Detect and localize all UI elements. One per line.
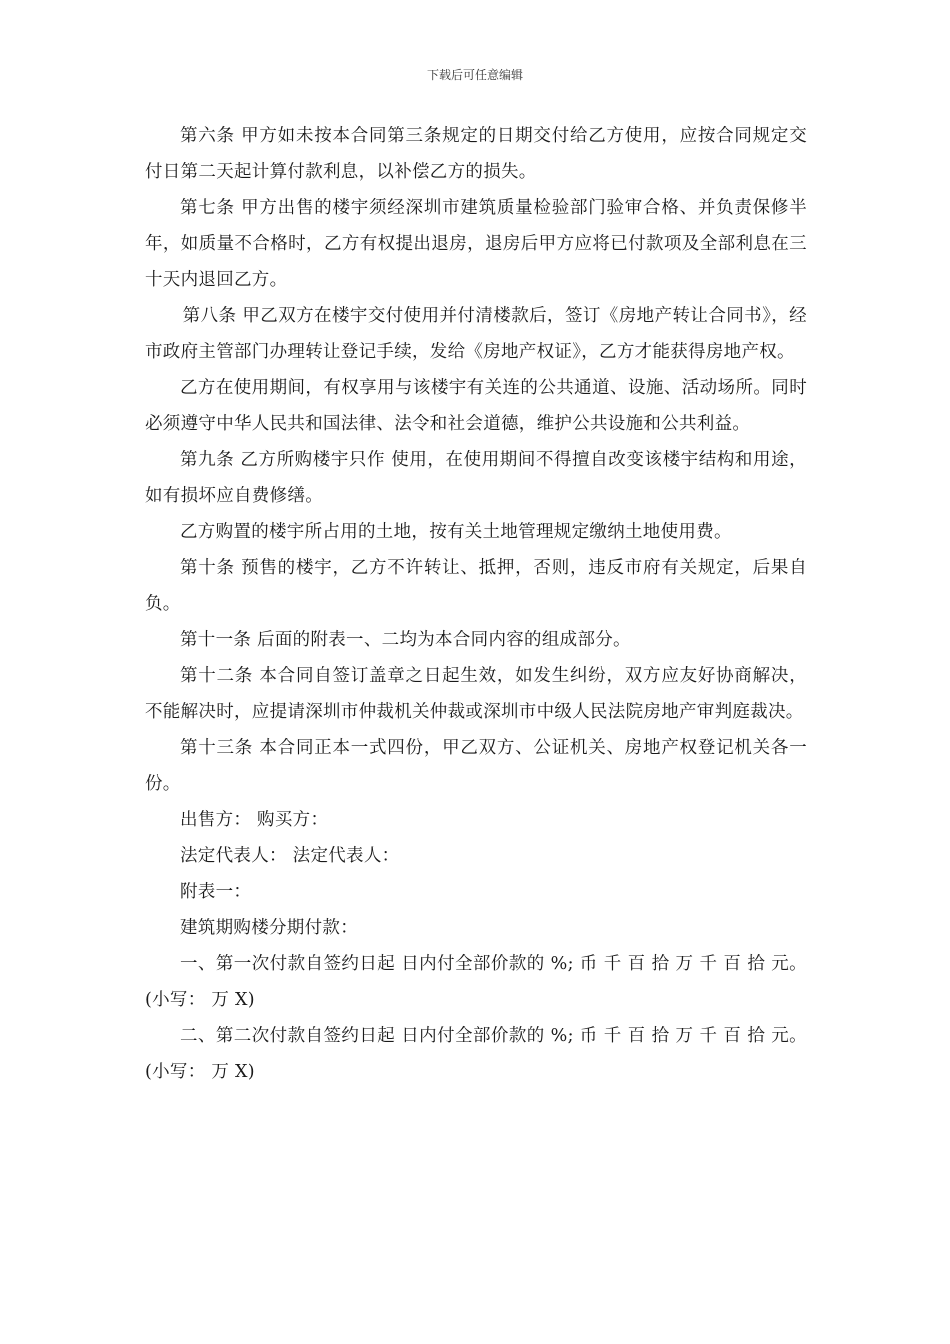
clause-13: 第十三条 本合同正本一式四份，甲乙双方、公证机关、房地产权登记机关各一份。 [145,738,807,794]
clause-6: 第六条 甲方如未按本合同第三条规定的日期交付给乙方使用，应按合同规定交付日第二天起计算付款利息，以补偿乙方的损失。 [145,126,807,182]
page-header-note: 下载后可任意编辑 [426,68,523,82]
legal-representatives: 法定代表人： 法定代表人： [180,846,400,866]
clause-9-land-fee: 乙方购置的楼宇所占用的土地，按有关土地管理规定缴纳土地使用费。 [180,522,732,542]
clause-10: 第十条 预售的楼宇，乙方不许转让、抵押，否则，违反市府有关规定，后果自负。 [145,558,807,614]
clause-9: 第九条 乙方所购楼宇只作 使用，在使用期间不得擅自改变该楼宇结构和用途，如有损坏应自费修缮。 [145,450,807,506]
payment-1: 一、第一次付款自签约日起 日内付全部价款的 %; 币 千 百 拾 万 千 百 拾 元。(小写： 万 X) [145,954,807,1010]
clause-12: 第十二条 本合同自签订盖章之日起生效，如发生纠纷，双方应友好协商解决，不能解决时，应提请深圳市仲裁机关仲裁或深圳市中级人民法院房地产审判庭裁决。 [145,666,807,722]
payment-2: 二、第二次付款自签约日起 日内付全部价款的 %; 币 千 百 拾 万 千 百 拾 元。(小写： 万 X) [145,1026,807,1082]
clause-7: 第七条 甲方出售的楼宇须经深圳市建筑质量检验部门验审合格、并负责保修半年，如质量不合格时，乙方有权提出退房，退房后甲方应将已付款项及全部利息在三十天内退回乙方。 [145,198,807,290]
clause-8: 第八条 甲乙双方在楼宇交付使用并付清楼款后，签订《房地产转让合同书》，经市政府主管部门办理转让登记手续，发给《房地产权证》，乙方才能获得房地产权。 [145,306,807,362]
signature-parties: 出售方： 购买方： [180,810,329,830]
clause-11: 第十一条 后面的附表一、二均为本合同内容的组成部分。 [180,630,631,650]
contract-body [145,118,807,1090]
installment-heading: 建筑期购楼分期付款： [180,918,358,938]
appendix-1-title: 附表一： [180,882,252,902]
clause-8-usage-rights: 乙方在使用期间，有权享用与该楼宇有关连的公共通道、设施、活动场所。同时必须遵守中华人民共和国法律、法令和社会道德，维护公共设施和公共利益。 [145,378,807,434]
